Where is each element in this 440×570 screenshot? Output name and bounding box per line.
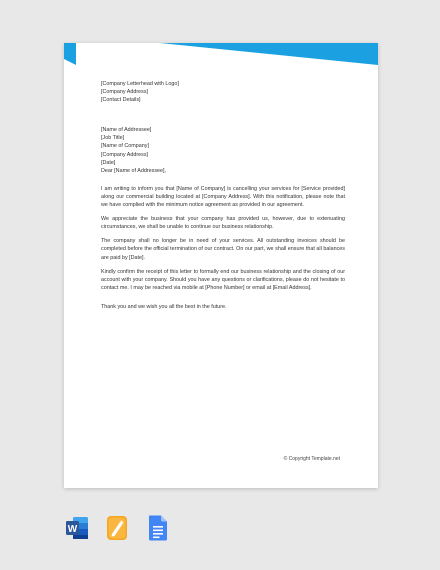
- paragraph-confirmation: Kindly confirm the receipt of this letter to formally end our business relationship and the closing of our account with your company. Should you have any questions or clarifications, please do not hesitate to contact me. I may be reached via mobile at [Phone Number] or email at [Email Address].: [101, 268, 345, 291]
- paragraph-invoices: The company shall no longer be in need of your services. All outstanding invoices should be completed before the official termination of our contract. On our part, we shall ensure that all balances are paid by [Date].: [101, 238, 345, 261]
- sender-block: [101, 80, 345, 104]
- letter-page: [64, 43, 378, 488]
- paragraph-appreciation: We appreciate the business that your company has provided us, however, due to extenuating circumstances, we shall be unable to continue our business relationship.: [101, 216, 345, 231]
- word-letter: W: [67, 524, 78, 535]
- addressee-block: [101, 126, 345, 158]
- header-accent-banner: [64, 43, 378, 65]
- sender-contact: [Contact Details]: [101, 97, 141, 104]
- microsoft-word-icon[interactable]: [65, 514, 89, 542]
- sender-letterhead: [Company Letterhead with Logo]: [101, 81, 179, 87]
- format-icons-row: [0, 514, 440, 544]
- addressee-address: [Company Address]: [101, 151, 149, 158]
- paragraph-cancellation: I am writing to inform you that [Name of Company] is cancelling your services for [Service provided] along our commercial building located at [Company Address]. With this notification, please note that we have complied with the minimum notice agreement as provided in our agreement.: [101, 185, 345, 209]
- addressee-company: [Name of Company]: [101, 143, 149, 150]
- letter-date: [Date]: [101, 159, 116, 166]
- google-docs-icon[interactable]: [146, 514, 170, 542]
- apple-pages-icon[interactable]: [105, 514, 129, 542]
- copyright-notice: © Copyright Template.net: [283, 456, 340, 462]
- sender-address: [Company Address]: [101, 89, 149, 96]
- salutation: Dear [Name of Addressee],: [101, 167, 167, 174]
- addressee-job-title: [Job Title]: [101, 135, 125, 142]
- addressee-name: [Name of Addressee]: [101, 127, 152, 134]
- closing-line: Thank you and we wish you all the best in the future.: [101, 303, 227, 310]
- letter-body: [101, 80, 345, 311]
